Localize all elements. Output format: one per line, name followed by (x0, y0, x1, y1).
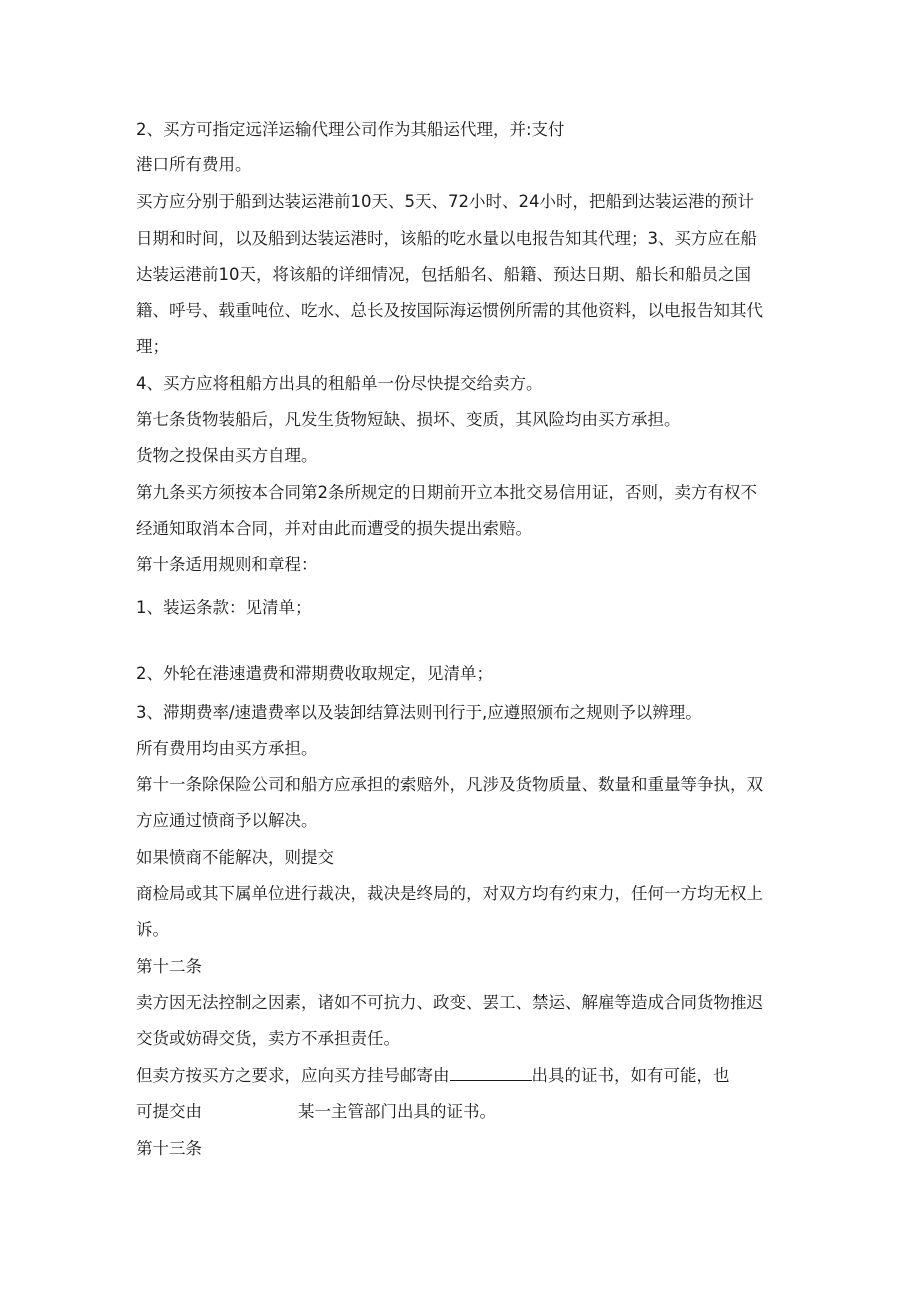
paragraph-line: 诉。 (136, 920, 169, 939)
paragraph-line: 第十一条除保险公司和船方应承担的索赔外，凡涉及货物质量、数量和重量等争执，双 (136, 775, 763, 794)
paragraph-line: 2、买方可指定远洋运输代理公司作为其船运代理，并:支付 (136, 120, 565, 139)
paragraph-line: 日期和时间，以及船到达装运港时，该船的吃水量以电报告知其代理；3、买方应在船 (136, 229, 757, 248)
paragraph-line: 达装运港前10天，将该船的详细情况，包括船名、船籍、预达日期、船长和船员之国 (136, 265, 751, 284)
paragraph-line: 2、外轮在港速遣费和滞期费收取规定，见清单； (136, 664, 493, 683)
paragraph-line: 3、滞期费率/速遣费率以及装卸结算法则刊行于,应遵照颁布之规则予以辨理。 (136, 703, 702, 722)
paragraph-line: 港口所有费用。 (136, 155, 252, 174)
certificate-line (136, 1066, 796, 1086)
paragraph-line: 商检局或其下属单位进行裁决，裁决是终局的，对双方均有约束力，任何一方均无权上 (136, 884, 763, 903)
paragraph-line: 4、买方应将租船方出具的租船单一份尽快提交给卖方。 (136, 374, 543, 393)
paragraph-line: 第十条适用规则和章程： (136, 555, 318, 574)
certificate-line-2 (136, 1102, 796, 1122)
article-heading: 第十三条 (136, 1139, 202, 1158)
paragraph-line: 卖方因无法控制之因素，诸如不可抗力、政变、罢工、禁运、解雇等造成合同货物推迟 (136, 993, 763, 1012)
paragraph-line: 经通知取消本合同，并对由此而遭受的损失提出索赔。 (136, 519, 532, 538)
certificate-text-before: 但卖方按买方之要求，应向买方挂号邮寄由 (136, 1066, 450, 1085)
paragraph-line: 买方应分别于船到达装运港前10天、5天、72小时、24小时，把船到达装运港的预计 (136, 192, 754, 211)
paragraph-line: 理； (136, 337, 169, 356)
paragraph-line: 1、装运条款：见清单； (136, 598, 312, 617)
paragraph-line: 货物之投保由买方自理。 (136, 446, 318, 465)
paragraph-line: 籍、呼号、载重吨位、吃水、总长及按国际海运惯例所需的其他资料，以电报告知其代 (136, 301, 763, 320)
paragraph-line: 第九条买方须按本合同第2条所规定的日期前开立本批交易信用证，否则，卖方有权不 (136, 483, 757, 502)
certificate-text-after: 出具的证书，如有可能，也 (531, 1066, 730, 1085)
paragraph-line: 方应通过愤商予以解决。 (136, 811, 318, 830)
fill-in-blank (450, 1066, 532, 1081)
paragraph-line: 交货或妨碍交货，卖方不承担责任。 (136, 1029, 400, 1048)
paragraph-line: 如果愤商不能解决，则提交 (136, 848, 334, 867)
certificate2-text-before: 可提交由 (136, 1102, 202, 1121)
paragraph-line: 第十二条 (136, 957, 202, 976)
paragraph-line: 所有费用均由买方承担。 (136, 739, 318, 758)
certificate2-text-after: 某一主管部门出具的证书。 (298, 1102, 496, 1121)
paragraph-line: 第七条货物装船后，凡发生货物短缺、损坏、变质，其风险均由买方承担。 (136, 410, 681, 429)
